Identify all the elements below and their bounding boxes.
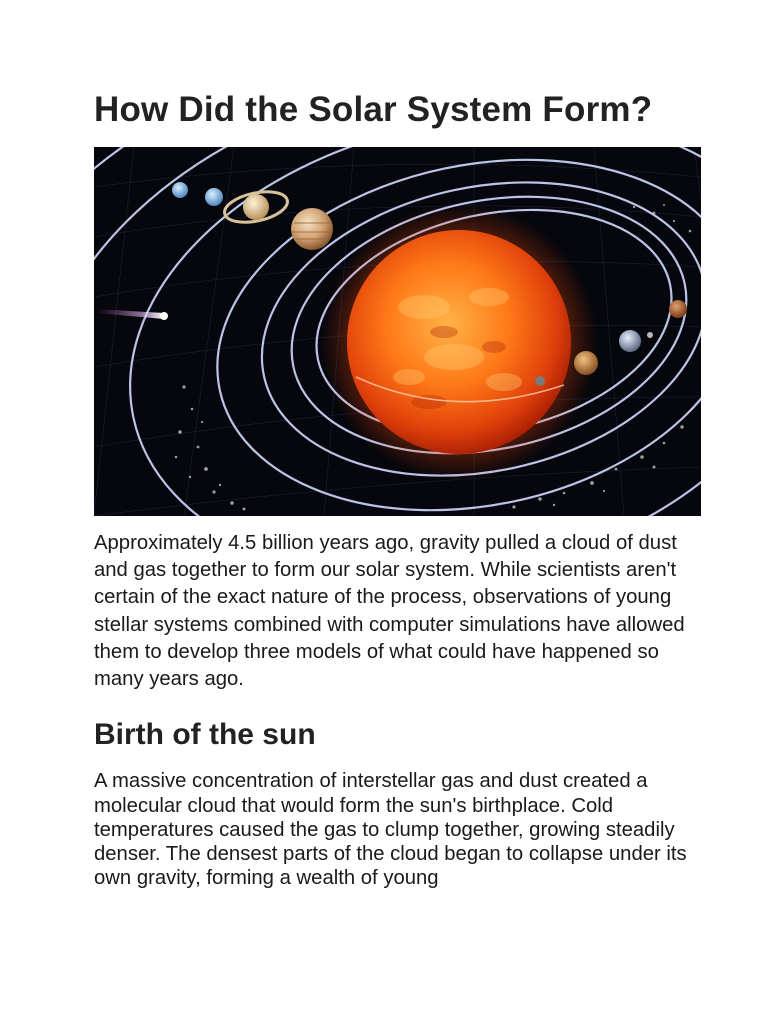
page-title: How Did the Solar System Form? [94,90,653,129]
solar-system-illustration [94,147,701,516]
article [94,88,704,891]
solar-system-svg [94,147,701,516]
section-heading-birth-of-sun: Birth of the sun [94,718,316,752]
intro-paragraph: Approximately 4.5 billion years ago, gravity pulled a cloud of dust and gas together to form our solar system. While scientists aren't certain of the exact nature of the process, observations of young stellar systems combined with computer simulations have allowed them to develop three models of what could have happened so many years ago. [94,532,685,691]
section-body-birth-of-sun: A massive concentration of interstellar gas and dust created a molecular cloud that would form the sun's birthplace. Cold temperatures caused the gas to clump together, growing steadily denser. The densest parts of the cloud began to collapse under its own gravity, forming a wealth of young [94,770,687,890]
